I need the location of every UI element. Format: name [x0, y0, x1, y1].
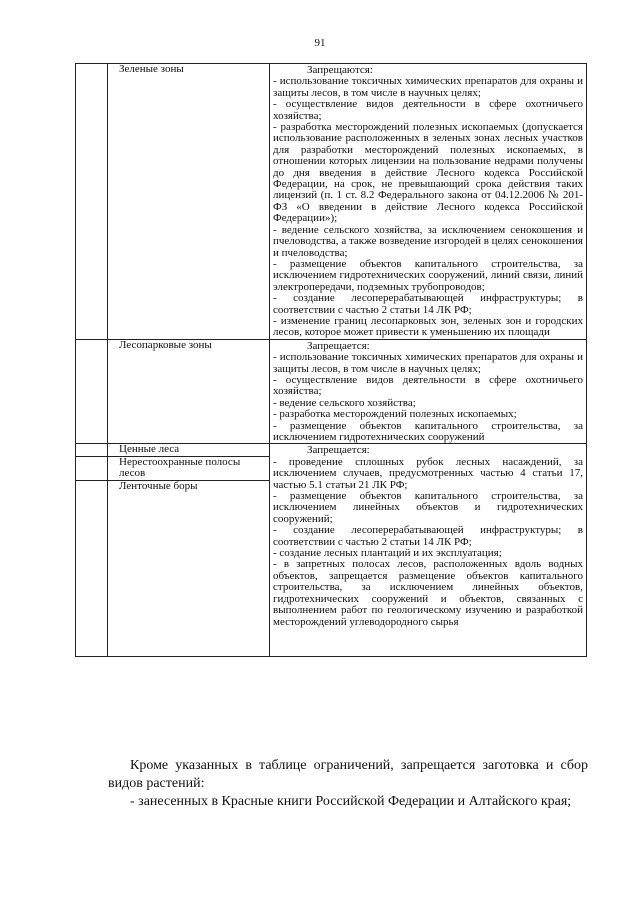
zone-cell: Ленточные боры — [108, 480, 270, 656]
zone-cell: Лесопарковые зоны — [108, 339, 270, 444]
rule-item: - в запретных полосах лесов, расположенных вдоль водных объектов, запрещается размещение объектов капитального строительства, за исключением линейных объектов, гидротехнических сооружений и объектов, связанных с выполнением работ по геологическому изучению и разработкой месторождений углеводородного сырья — [273, 558, 583, 628]
rules-cell — [270, 64, 587, 340]
rules-cell — [270, 339, 587, 444]
rule-item: - изменение границ лесопарковых зон, зеленых зон и городских лесов, которое может привести к уменьшению их площади — [273, 314, 583, 339]
zone-cell: Ценные леса — [108, 444, 270, 456]
rule-item: - создание лесоперерабатывающей инфраструктуры; в соответствии с частью 2 статьи 14 ЛК РФ; — [273, 524, 583, 548]
rule-item: - ведение сельского хозяйства, за исключением сенокошения и пчеловодства, а также возведение изгородей в целях сенокошения и пчеловодства; — [273, 223, 583, 259]
rule-item: - создание лесных плантаций и их эксплуатация; — [273, 547, 502, 560]
zone-cell: Зеленые зоны — [108, 64, 270, 340]
zone-cell: Нерестоохранные полосы лесов — [108, 456, 270, 480]
rules-cell — [270, 444, 587, 656]
table-row — [76, 339, 587, 444]
table-row — [76, 64, 587, 340]
rules-heading: Запрещается: — [307, 444, 370, 457]
rule-item: - осуществление видов деятельности в сфере охотничьего хозяйства; — [273, 373, 583, 398]
table-row — [76, 444, 587, 456]
rule-item: - размещение объектов капитального строительства, за исключением гидротехнических сооружений — [273, 419, 583, 443]
rule-item: - проведение сплошных рубок лесных насаждений, за исключением случаев, предусмотренных частью 4 статьи 17, частью 5.1 статьи 21 ЛК РФ; — [273, 455, 583, 491]
empty-cell — [76, 480, 108, 656]
rule-item: - размещение объектов капитального строительства, за исключением гидротехнических сооружений, линий связи, линий электропередачи, подземных трубопроводов; — [273, 257, 583, 293]
rule-item: - создание лесоперерабатывающей инфраструктуры; в соответствии с частью 2 статьи 14 ЛК РФ; — [273, 292, 583, 316]
body-paragraph: Кроме указанных в таблице ограничений, запрещается заготовка и сбор видов растений: — [108, 758, 588, 791]
rules-heading: Запрещаются: — [307, 64, 373, 76]
empty-cell — [76, 64, 108, 340]
rule-item: - осуществление видов деятельности в сфере охотничьего хозяйства; — [273, 98, 583, 122]
empty-cell — [76, 339, 108, 444]
rule-item: - размещение объектов капитального строительства, за исключением линейных объектов и гидротехнических сооружений; — [273, 490, 583, 525]
empty-cell — [76, 456, 108, 480]
restrictions-table — [75, 63, 587, 657]
body-paragraph: - занесенных в Красные книги Российской Федерации и Алтайского края; — [130, 794, 572, 809]
rule-item: - ведение сельского хозяйства; — [273, 396, 416, 409]
rule-item: - использование токсичных химических препаратов для охраны и защиты лесов, в том числе в научных целях; — [273, 75, 583, 99]
rule-item: - использование токсичных химических препаратов для охраны и защиты лесов, в том числе в научных целях; — [273, 351, 583, 375]
rule-item: - разработка месторождений полезных ископаемых; — [273, 408, 517, 421]
rules-heading: Запрещается: — [307, 339, 370, 352]
page-number: 91 — [314, 37, 326, 49]
rule-item: - разработка месторождений полезных ископаемых (допускается использование расположенных в зеленых зонах лесных участков для разработки месторождений полезных ископаемых, в отношении которых лицензии на пользование недрами получены до дня введения в действие Лесного кодекса Российской Федерации, на срок, не превышающий срока действия таких лицензий (п. 1 ст. 8.2 Федерального закона от 04.12.2006 № 201-ФЗ «О введении в действие Лесного кодекса Российской Федерации»); — [273, 121, 583, 225]
empty-cell — [76, 444, 108, 456]
